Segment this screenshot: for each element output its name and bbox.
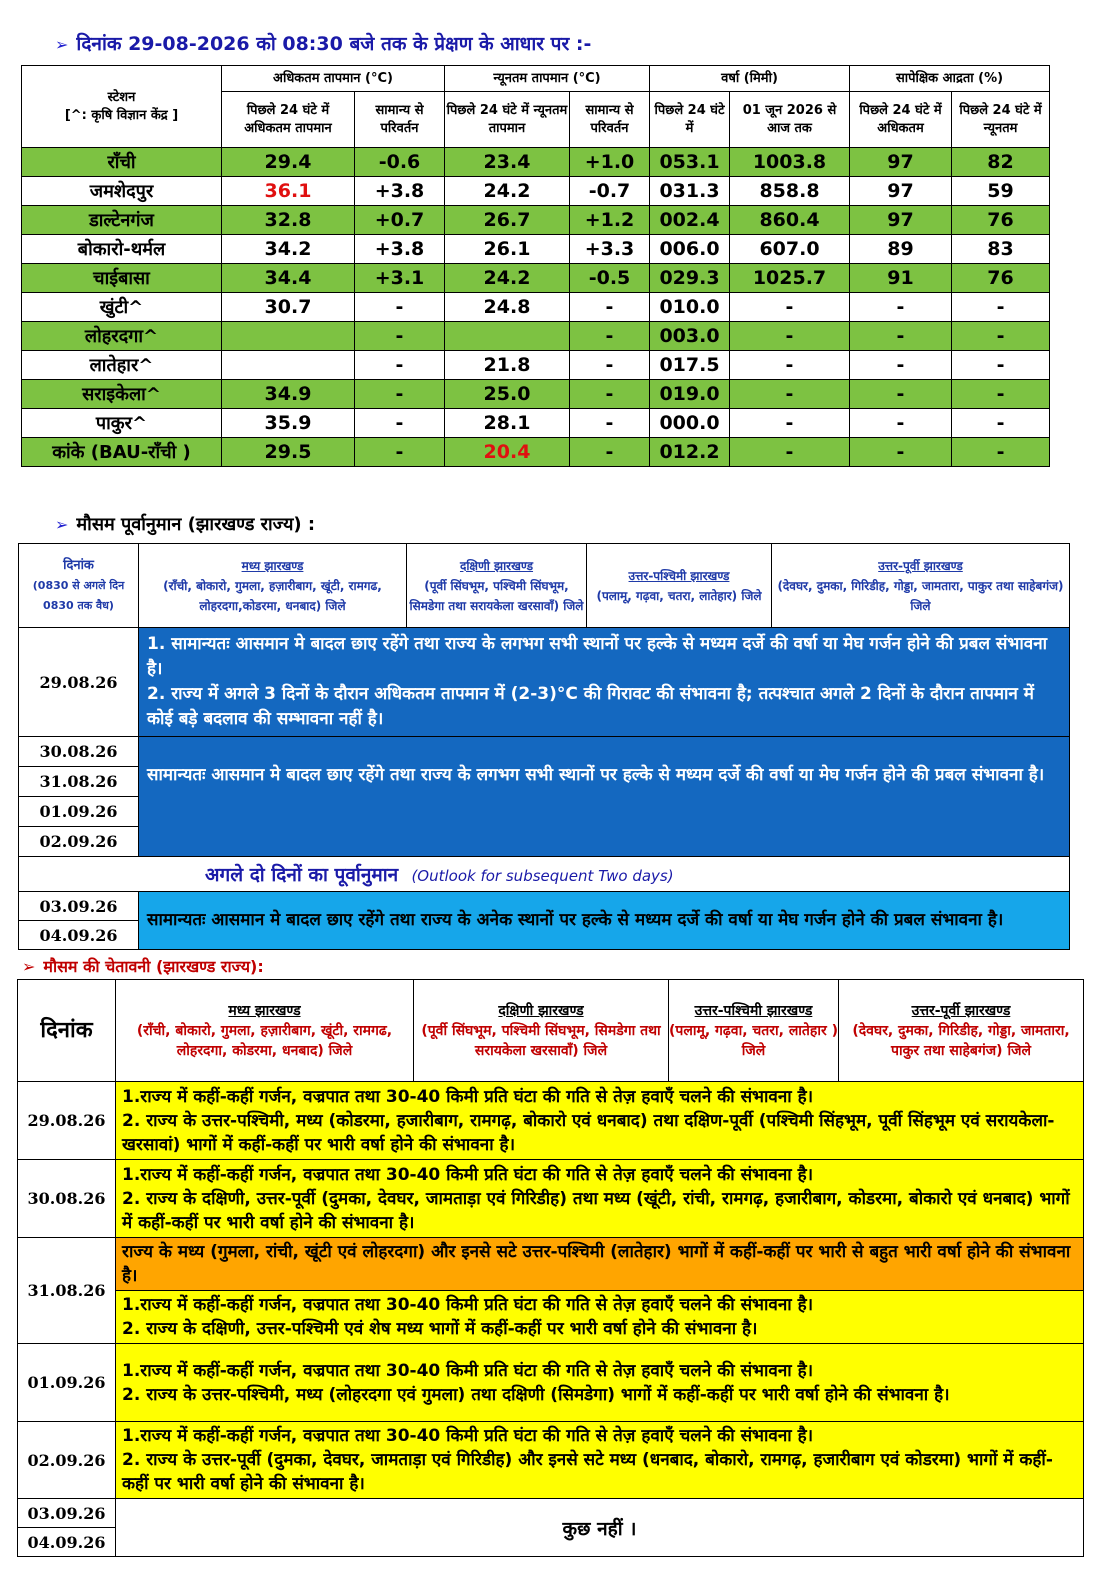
cell-min: 26.7 [445, 206, 570, 235]
cell-min-dep: +3.3 [570, 235, 650, 264]
sub-header: पिछले 24 घंटे में न्यूनतम [952, 92, 1050, 148]
arrow-bullet-icon: ➢ [55, 515, 69, 534]
observation-table [21, 65, 1050, 467]
cell-rh-max: 97 [850, 206, 952, 235]
warning-text: 1.राज्य में कहीं-कहीं गर्जन, वज्रपात तथा 30-40 किमी प्रति घंटा की गति से तेज़ हवाएँ चलने की संभावना है। 2. राज्य के दक्षिणी, उत्तर-पश्चिमी एवं शेष मध्य भागों में कहीं-कहीं पर भारी वर्षा होने की संभावना है। [116, 1291, 1084, 1344]
cell-rh-max: 89 [850, 235, 952, 264]
sub-header: पिछले 24 घंटे में अधिकतम [850, 92, 952, 148]
warning-date: 04.09.26 [18, 1528, 116, 1557]
warning-text: 1.राज्य में कहीं-कहीं गर्जन, वज्रपात तथा 30-40 किमी प्रति घंटा की गति से तेज़ हवाएँ चलने की संभावना है। 2. राज्य के उत्तर-पश्चिमी, मध्य (लोहरदगा एवं गुमला) तथा दक्षिणी (सिमडेगा) भागों में कहीं-कहीं पर भारी वर्षा होने की संभावना है। [116, 1344, 1084, 1422]
cell-min: 26.1 [445, 235, 570, 264]
cell-rain-season: 1003.8 [730, 148, 850, 177]
observation-heading: ➢ दिनांक 29-08-2026 को 08:30 बजे तक के प्रेक्षण के आधार पर :- [55, 33, 592, 55]
cell-max-dep: +0.7 [355, 206, 445, 235]
warning-date: 30.08.26 [18, 1160, 116, 1238]
cell-rain24: 029.3 [650, 264, 730, 293]
cell-rain-season: - [730, 438, 850, 467]
cell-rain24: 000.0 [650, 409, 730, 438]
cell-max: 34.9 [222, 380, 355, 409]
cell-min: 23.4 [445, 148, 570, 177]
observation-row [22, 293, 1050, 322]
cell-min: 28.1 [445, 409, 570, 438]
cell-min: 20.4 [445, 438, 570, 467]
forecast-heading: ➢ मौसम पूर्वानुमान (झारखण्ड राज्य) : [55, 514, 316, 535]
cell-max-dep: - [355, 380, 445, 409]
region-header: उत्तर-पश्चिमी झारखण्ड (पलामू, गढ़वा, चतरा, लातेहार) जिले [587, 544, 772, 628]
cell-rh-max: 97 [850, 177, 952, 206]
max-temp-header: अधिकतम तापमान (°C) [222, 66, 445, 92]
observation-row [22, 206, 1050, 235]
cell-rain24: 006.0 [650, 235, 730, 264]
warning-date: 02.09.26 [18, 1422, 116, 1499]
forecast-table [18, 543, 1070, 950]
cell-min-dep: - [570, 438, 650, 467]
cell-station: लातेहार^ [22, 351, 222, 380]
cell-min: 24.8 [445, 293, 570, 322]
warning-date: 29.08.26 [18, 1082, 116, 1160]
region-header: दक्षिणी झारखण्ड (पूर्वी सिंघभूम, पश्चिमी सिंघभूम, सिमडेगा तथा सरायकेला खरसावाँ) जिले [407, 544, 587, 628]
arrow-bullet-icon: ➢ [22, 957, 36, 976]
warning-orange-text: राज्य के मध्य (गुमला, रांची, खूंटी एवं लोहरदगा) और इनसे सटे उत्तर-पश्चिमी (लातेहार) भागों में कहीं-कहीं पर भारी से बहुत भारी वर्षा होने की संभावना है। [116, 1238, 1084, 1291]
warning-date-header: दिनांक [18, 980, 116, 1082]
warning-heading: ➢ मौसम की चेतावनी (झारखण्ड राज्य): [22, 957, 264, 976]
forecast-date: 29.08.26 [19, 628, 139, 737]
forecast-date: 02.09.26 [19, 827, 139, 857]
warning-text: 1.राज्य में कहीं-कहीं गर्जन, वज्रपात तथा 30-40 किमी प्रति घंटा की गति से तेज़ हवाएँ चलने की संभावना है। 2. राज्य के उत्तर-पश्चिमी, मध्य (कोडरमा, हजारीबाग, रामगढ़, बोकारो एवं धनबाद) तथा दक्षिण-पूर्वी (पश्चिमी सिंहभूम, पूर्वी सिंहभूम एवं सरायकेला-खरसावां) भागों में कहीं-कहीं पर भारी वर्षा होने की संभावना है। [116, 1082, 1084, 1160]
cell-rh-max: 91 [850, 264, 952, 293]
cell-rain-season: - [730, 322, 850, 351]
cell-rain-season: 858.8 [730, 177, 850, 206]
forecast-date: 03.09.26 [19, 892, 139, 921]
warning-text: 1.राज्य में कहीं-कहीं गर्जन, वज्रपात तथा 30-40 किमी प्रति घंटा की गति से तेज़ हवाएँ चलने की संभावना है। 2. राज्य के उत्तर-पूर्वी (दुमका, देवघर, जामताड़ा एवं गिरिडीह) और इनसे सटे मध्य (धनबाद, बोकारो, रामगढ़, हजारीबाग एवं कोडरमा) भागों में कहीं-कहीं पर भारी वर्षा होने की संभावना है। [116, 1422, 1084, 1499]
forecast-date-header: दिनांक (0830 से अगले दिन 0830 तक वैध) [19, 544, 139, 628]
cell-min-dep: -0.7 [570, 177, 650, 206]
observation-row [22, 264, 1050, 293]
outlook-title: अगले दो दिनों का पूर्वानुमान (Outlook for subsequent Two days) [19, 857, 1070, 892]
cell-rh-max: - [850, 438, 952, 467]
station-header: स्टेशन [^: कृषि विज्ञान केंद्र ] [22, 66, 222, 148]
cell-rh-min: - [952, 351, 1050, 380]
forecast-date: 31.08.26 [19, 767, 139, 797]
cell-rh-max: - [850, 293, 952, 322]
cell-rh-min: - [952, 438, 1050, 467]
cell-rain-season: 1025.7 [730, 264, 850, 293]
cell-max-dep: - [355, 438, 445, 467]
sub-header: सामान्य से परिवर्तन [570, 92, 650, 148]
min-temp-header: न्यूनतम तापमान (°C) [445, 66, 650, 92]
observation-row [22, 148, 1050, 177]
warning-text: 1.राज्य में कहीं-कहीं गर्जन, वज्रपात तथा 30-40 किमी प्रति घंटा की गति से तेज़ हवाएँ चलने की संभावना है। 2. राज्य के दक्षिणी, उत्तर-पूर्वी (दुमका, देवघर, जामताड़ा एवं गिरिडीह) तथा मध्य (खूंटी, रांची, रामगढ़, हजारीबाग, कोडरमा, बोकारो एवं धनबाद) भागों में कहीं-कहीं पर भारी वर्षा होने की संभावना है। [116, 1160, 1084, 1238]
forecast-text: 1. सामान्यतः आसमान मे बादल छाए रहेंगे तथा राज्य के लगभग सभी स्थानों पर हल्के से मध्यम दर्जे की वर्षा या मेघ गर्जन होने की प्रबल संभावना है। 2. राज्य में अगले 3 दिनों के दौरान अधिकतम तापमान में (2-3)°C की गिरावट की संभावना है; तत्पश्चात अगले 2 दिनों के दौरान तापमान में कोई बड़े बदलाव की सम्भावना नहीं है। [139, 628, 1070, 737]
cell-rain-season: - [730, 380, 850, 409]
sub-header: पिछले 24 घंटे में अधिकतम तापमान [222, 92, 355, 148]
cell-rh-min: 59 [952, 177, 1050, 206]
cell-rh-min: - [952, 322, 1050, 351]
observation-row [22, 235, 1050, 264]
observation-row [22, 380, 1050, 409]
cell-max: 34.4 [222, 264, 355, 293]
cell-rh-min: 83 [952, 235, 1050, 264]
cell-max-dep: +3.1 [355, 264, 445, 293]
cell-rh-min: - [952, 409, 1050, 438]
region-header: मध्य झारखण्ड (राँची, बोकारो, गुमला, हज़ारीबाग, खूंटी, रामगढ, लोहरदगा,कोडरमा, धनबाद) जिले [139, 544, 407, 628]
cell-rh-max: - [850, 322, 952, 351]
observation-row [22, 351, 1050, 380]
cell-rain24: 031.3 [650, 177, 730, 206]
cell-min: 25.0 [445, 380, 570, 409]
warning-date: 31.08.26 [18, 1238, 116, 1344]
region-header: उत्तर-पूर्वी झारखण्ड (देवघर, दुमका, गिरिडीह, गोड्डा, जामतारा, पाकुर तथा साहेबगंज) जिले [772, 544, 1070, 628]
sub-header: 01 जून 2026 से आज तक [730, 92, 850, 148]
sub-header: पिछले 24 घंटे में [650, 92, 730, 148]
cell-station: बोकारो-थर्मल [22, 235, 222, 264]
cell-rh-min: 76 [952, 264, 1050, 293]
forecast-date: 04.09.26 [19, 921, 139, 950]
cell-max-dep: +3.8 [355, 235, 445, 264]
warning-table [17, 979, 1084, 1557]
rain-header: वर्षा (मिमी) [650, 66, 850, 92]
forecast-date: 01.09.26 [19, 797, 139, 827]
cell-rh-max: 97 [850, 148, 952, 177]
forecast-date: 30.08.26 [19, 737, 139, 767]
cell-rh-min: 76 [952, 206, 1050, 235]
cell-rain-season: - [730, 351, 850, 380]
cell-max: 32.8 [222, 206, 355, 235]
region-header: दक्षिणी झारखण्ड (पूर्वी सिंघभूम, पश्चिमी सिंघभूम, सिमडेगा तथा सरायकेला खरसावाँ) जिले [414, 980, 669, 1082]
cell-rh-min: - [952, 380, 1050, 409]
cell-station: डाल्टेनगंज [22, 206, 222, 235]
cell-min-dep: - [570, 322, 650, 351]
sub-header: सामान्य से परिवर्तन [355, 92, 445, 148]
cell-rh-max: - [850, 409, 952, 438]
cell-max: 29.5 [222, 438, 355, 467]
region-header: मध्य झारखण्ड (राँची, बोकारो, गुमला, हज़ारीबाग, खूंटी, रामगढ, लोहरदगा, कोडरमा, धनबाद) जिले [116, 980, 414, 1082]
cell-max [222, 351, 355, 380]
cell-max: 30.7 [222, 293, 355, 322]
cell-max: 35.9 [222, 409, 355, 438]
warning-date: 01.09.26 [18, 1344, 116, 1422]
cell-rain24: 053.1 [650, 148, 730, 177]
cell-max: 36.1 [222, 177, 355, 206]
cell-max: 29.4 [222, 148, 355, 177]
cell-max-dep: +3.8 [355, 177, 445, 206]
cell-station: कांके (BAU-राँची ) [22, 438, 222, 467]
cell-station: जमशेदपुर [22, 177, 222, 206]
cell-rain24: 002.4 [650, 206, 730, 235]
cell-rain-season: 860.4 [730, 206, 850, 235]
cell-station: चाईबासा [22, 264, 222, 293]
cell-min: 24.2 [445, 177, 570, 206]
cell-min-dep: +1.2 [570, 206, 650, 235]
cell-rain24: 003.0 [650, 322, 730, 351]
cell-min-dep: - [570, 409, 650, 438]
cell-station: पाकुर^ [22, 409, 222, 438]
observation-row [22, 409, 1050, 438]
warning-date: 03.09.26 [18, 1499, 116, 1528]
cell-min: 21.8 [445, 351, 570, 380]
sub-header: पिछले 24 घंटे में न्यूनतम तापमान [445, 92, 570, 148]
cell-rh-max: - [850, 380, 952, 409]
cell-station: खुंटी^ [22, 293, 222, 322]
cell-rh-min: 82 [952, 148, 1050, 177]
cell-max-dep: -0.6 [355, 148, 445, 177]
cell-max-dep: - [355, 293, 445, 322]
cell-max-dep: - [355, 409, 445, 438]
cell-station: राँची [22, 148, 222, 177]
cell-min-dep: +1.0 [570, 148, 650, 177]
cell-max-dep: - [355, 322, 445, 351]
cell-min [445, 322, 570, 351]
region-header: उत्तर-पूर्वी झारखण्ड (देवघर, दुमका, गिरिडीह, गोड्डा, जामतारा, पाकुर तथा साहेबगंज) जिले [839, 980, 1084, 1082]
cell-max [222, 322, 355, 351]
cell-station: सराइकेला^ [22, 380, 222, 409]
cell-station: लोहरदगा^ [22, 322, 222, 351]
cell-rh-max: - [850, 351, 952, 380]
observation-row [22, 177, 1050, 206]
outlook-text: सामान्यतः आसमान मे बादल छाए रहेंगे तथा राज्य के अनेक स्थानों पर हल्के से मध्यम दर्जे की वर्षा या मेघ गर्जन होने की प्रबल संभावना है। [139, 892, 1070, 950]
cell-max: 34.2 [222, 235, 355, 264]
cell-max-dep: - [355, 351, 445, 380]
observation-row [22, 322, 1050, 351]
arrow-bullet-icon: ➢ [55, 35, 69, 54]
cell-min-dep: -0.5 [570, 264, 650, 293]
cell-rain-season: 607.0 [730, 235, 850, 264]
cell-rain24: 010.0 [650, 293, 730, 322]
cell-rain24: 012.2 [650, 438, 730, 467]
cell-rain24: 019.0 [650, 380, 730, 409]
cell-min-dep: - [570, 293, 650, 322]
warning-none-text: कुछ नहीं । [116, 1499, 1084, 1557]
cell-rain24: 017.5 [650, 351, 730, 380]
cell-rain-season: - [730, 409, 850, 438]
cell-min-dep: - [570, 351, 650, 380]
forecast-text: सामान्यतः आसमान मे बादल छाए रहेंगे तथा राज्य के लगभग सभी स्थानों पर हल्के से मध्यम दर्जे की वर्षा या मेघ गर्जन होने की प्रबल संभावना है। [139, 737, 1070, 857]
region-header: उत्तर-पश्चिमी झारखण्ड (पलामू, गढ़वा, चतरा, लातेहार ) जिले [669, 980, 839, 1082]
cell-rain-season: - [730, 293, 850, 322]
observation-row [22, 438, 1050, 467]
cell-min-dep: - [570, 380, 650, 409]
rh-header: सापेक्षिक आद्रता (%) [850, 66, 1050, 92]
cell-rh-min: - [952, 293, 1050, 322]
cell-min: 24.2 [445, 264, 570, 293]
